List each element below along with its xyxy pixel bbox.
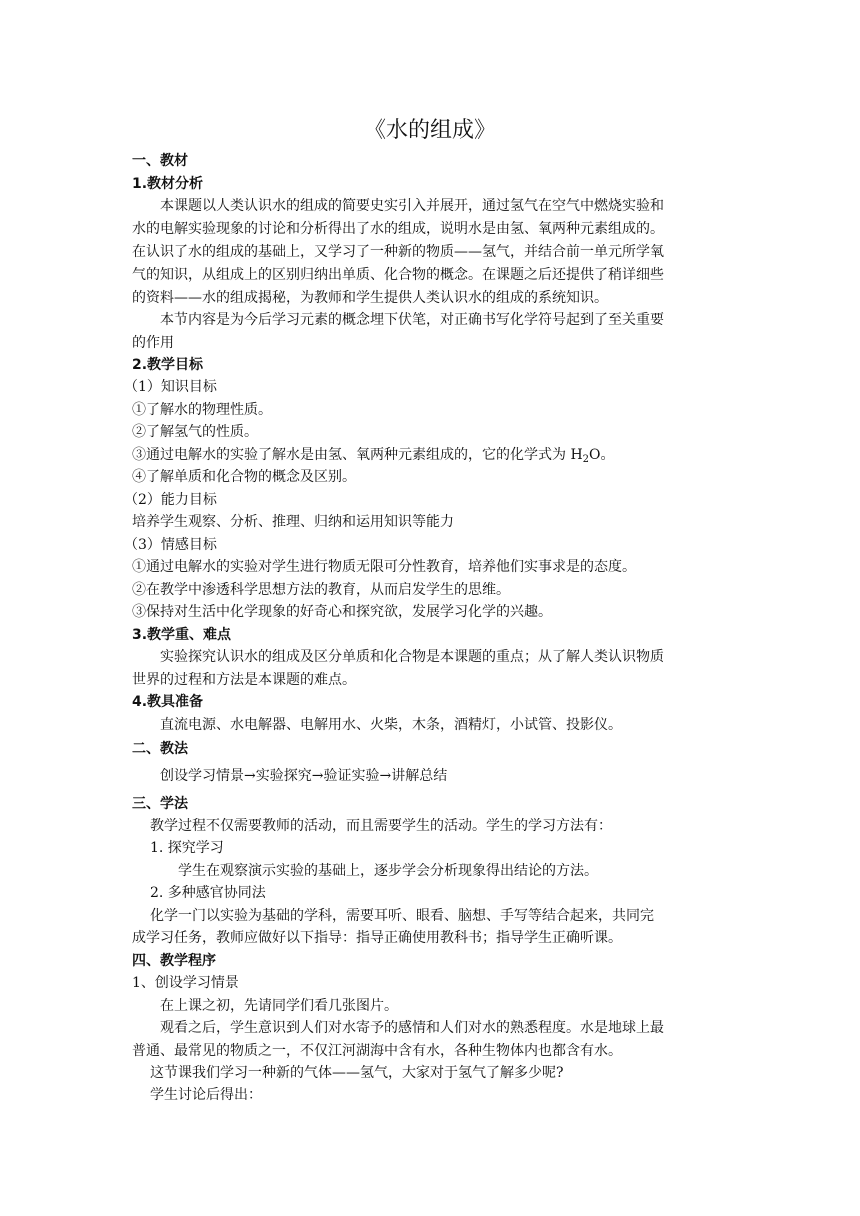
subheading-teaching-goals: 2.教学目标 [132,357,204,373]
paragraph-line: 的资料——水的组成揭秘，为教师和学生提供人类认识水的组成的系统知识。 [132,290,608,306]
paragraph-line: 实验探究认识水的组成及区分单质和化合物是本课题的重点；从了解人类认识物质 [160,649,664,665]
goal-label-ability: （2）能力目标 [124,492,217,508]
goal-label-emotion: （3）情感目标 [124,537,217,553]
paragraph-line: 本课题以人类认识水的组成的简要史实引入并展开，通过氢气在空气中燃烧实验和 [160,198,664,214]
document-title: 《水的组成》 [363,118,496,143]
list-item: ②在教学中渗透科学思想方法的教育，从而启发学生的思维。 [132,582,510,598]
subheading-key-points: 3.教学重、难点 [132,627,232,643]
section-heading-textbook: 一、教材 [132,153,188,169]
paragraph-line: 观看之后，学生意识到人们对水寄予的感情和人们对水的熟悉程度。水是地球上最 [160,1020,664,1036]
tools-text: 直流电源、水电解器、电解用水、火柴，木条，酒精灯，小试管、投影仪。 [160,717,622,733]
paragraph-line: 水的电解实验现象的讨论和分析得出了水的组成，说明水是由氢、氧两种元素组成的。 [132,221,664,237]
section-heading-teaching-method: 二、教法 [132,741,188,757]
subheading-teaching-tools: 4.教具准备 [132,694,204,710]
formula-text: ③通过电解水的实验了解水是由氢、氧两种元素组成的，它的化学式为 H [132,447,583,463]
paragraph-line: 普通、最常见的物质之一，不仅江河湖海中含有水，各种生物体内也都含有水。 [132,1043,622,1059]
paragraph-line: 的作用 [132,335,174,351]
method-text: 创设学习情景→实验探究→验证实验→讲解总结 [160,768,448,784]
formula-subscript: 2 [582,454,590,465]
list-item: ①了解水的物理性质。 [132,402,272,418]
paragraph-line: 这节课我们学习一种新的气体——氢气，大家对于氢气了解多少呢? [150,1065,564,1081]
learn-item-label: 2. 多种感官协同法 [150,885,266,901]
paragraph-line: 化学一门以实验为基础的学科，需要耳听、眼看、脑想、手写等结合起来，共同完 [150,908,654,924]
paragraph-line: 在认识了水的组成的基础上，又学习了一种新的物质——氢气，并结合前一单元所学氧 [132,244,664,260]
learn-intro: 教学过程不仅需要教师的活动，而且需要学生的活动。学生的学习方法有： [150,818,612,834]
paragraph-line: 在上课之初，先请同学们看几张图片。 [160,998,398,1014]
formula-tail: O。 [589,447,615,463]
list-item: ④了解单质和化合物的概念及区别。 [132,469,356,485]
goal-label-knowledge: （1）知识目标 [124,379,217,395]
paragraph-line: 世界的过程和方法是本课题的难点。 [132,672,356,688]
paragraph-line: 气的知识，从组成上的区别归纳出单质、化合物的概念。在课题之后还提供了稍详细些 [132,267,664,283]
procedure-step-title: 1、创设学习情景 [132,975,239,991]
section-heading-procedure: 四、教学程序 [132,953,216,969]
subheading-textbook-analysis: 1.教材分析 [132,176,204,192]
list-item: ①通过电解水的实验对学生进行物质无限可分性教育，培养他们实事求是的态度。 [132,559,636,575]
learn-item-label: 1. 探究学习 [150,840,224,856]
ability-text: 培养学生观察、分析、推理、归纳和运用知识等能力 [132,514,454,530]
paragraph-line: 学生讨论后得出： [150,1087,262,1103]
list-item: ③保持对生活中化学现象的好奇心和探究欲，发展学习化学的兴趣。 [132,604,552,620]
learn-item-text: 学生在观察演示实验的基础上，逐步学会分析现象得出结论的方法。 [178,863,598,879]
paragraph-line: 成学习任务，教师应做好以下指导：指导正确使用教科书；指导学生正确听课。 [132,930,622,946]
paragraph-line: 本节内容是为今后学习元素的概念埋下伏笔，对正确书写化学符号起到了至关重要 [160,312,664,328]
list-item: ②了解氢气的性质。 [132,424,258,440]
section-heading-learning-method: 三、学法 [132,796,188,812]
